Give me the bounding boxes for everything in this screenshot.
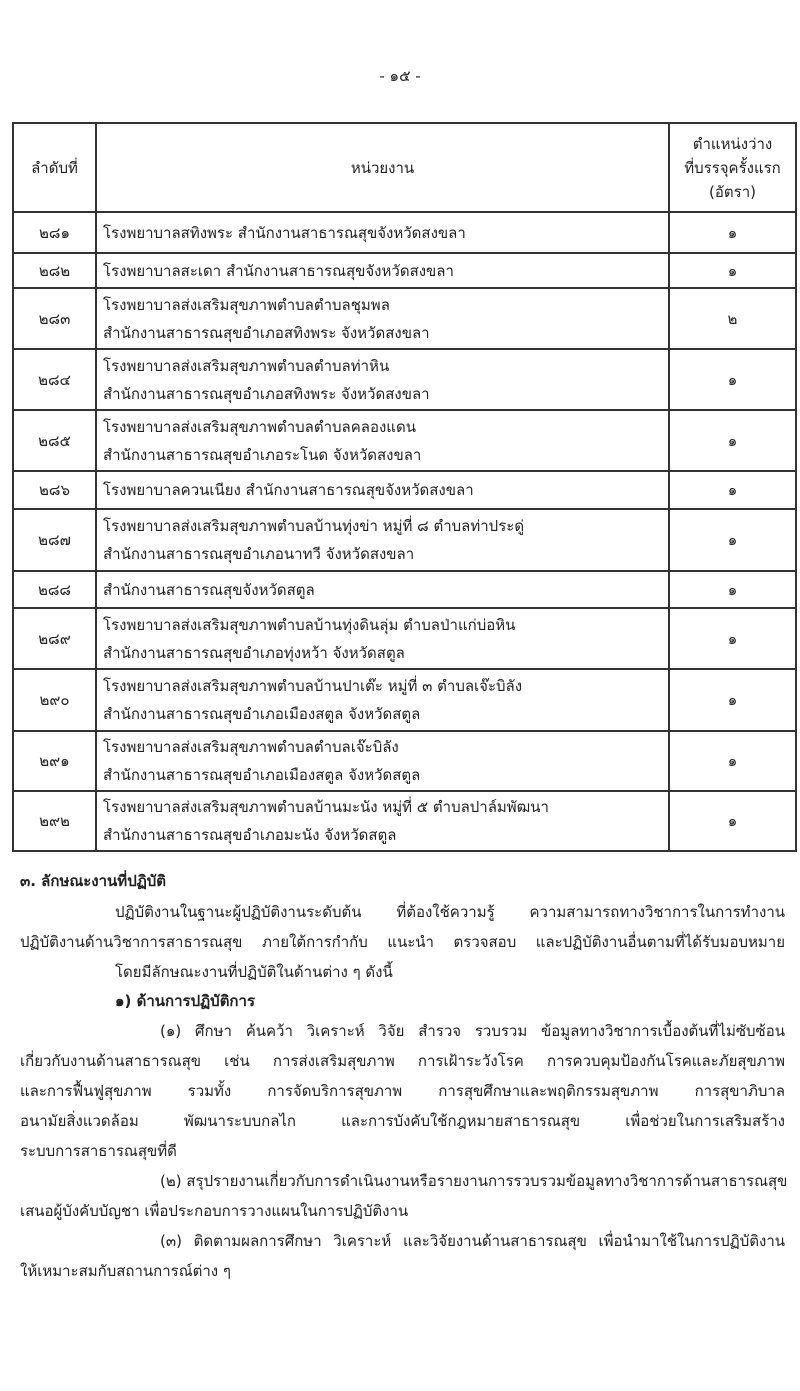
table-row xyxy=(13,288,796,349)
row-unit xyxy=(96,471,669,509)
unit-line: สำนักงานสาธารณสุขอำเภอสทิงพระ จังหวัดสงขลา xyxy=(103,384,430,403)
header-count-line: ตำแหน่งว่าง xyxy=(692,134,773,153)
row-unit xyxy=(96,608,669,669)
row-unit xyxy=(96,288,669,349)
row-count: ๒ xyxy=(669,288,796,349)
row-number: ๒๙๑ xyxy=(13,731,96,791)
row-unit xyxy=(96,212,669,253)
row-unit xyxy=(96,669,669,731)
header-no: ลำดับที่ xyxy=(13,123,96,212)
header-count-line: (อัตรา) xyxy=(709,182,756,201)
row-unit xyxy=(96,791,669,851)
paragraph-line: ระบบการสาธารณสุขที่ดี xyxy=(20,1142,177,1160)
unit-line: โรงพยาบาลสทิงพระ สำนักงานสาธารณสุขจังหวัดสงขลา xyxy=(103,223,466,242)
page-number: - ๑๕ - xyxy=(379,67,421,85)
unit-line: สำนักงานสาธารณสุขจังหวัดสตูล xyxy=(103,580,315,599)
unit-line: สำนักงานสาธารณสุขอำเภอนาทวี จังหวัดสงขลา xyxy=(103,545,415,563)
unit-line: โรงพยาบาลส่งเสริมสุขภาพตำบลบ้านทุ่งดินลุ่ม ตำบลป่าแก่บ่อหิน xyxy=(103,615,516,634)
row-count: ๑ xyxy=(669,669,796,731)
row-unit xyxy=(96,509,669,571)
unit-line: สำนักงานสาธารณสุขอำเภอสทิงพระ จังหวัดสงขลา xyxy=(103,323,430,342)
unit-line: โรงพยาบาลส่งเสริมสุขภาพตำบลตำบลเจ๊ะบิลัง xyxy=(103,738,399,756)
paragraph-line: ให้เหมาะสมกับสถานการณ์ต่าง ๆ xyxy=(20,1262,231,1280)
paragraph-line: (๓) ติดตามผลการศึกษา วิเคราะห์ และวิจัยงานด้านสาธารณสุข เพื่อนำมาใช้ในการปฏิบัติงาน xyxy=(160,1232,785,1250)
row-number: ๒๘๒ xyxy=(13,253,96,288)
unit-line: โรงพยาบาลส่งเสริมสุขภาพตำบลตำบลชุมพล xyxy=(103,295,390,314)
row-count: ๑ xyxy=(669,253,796,288)
table-row xyxy=(13,731,796,791)
row-count: ๑ xyxy=(669,608,796,669)
unit-line: โรงพยาบาลส่งเสริมสุขภาพตำบลตำบลท่าหิน xyxy=(103,356,390,375)
row-unit xyxy=(96,410,669,471)
table-row xyxy=(13,791,796,851)
section-heading: ๓. ลักษณะงานที่ปฏิบัติ xyxy=(20,872,167,890)
row-number: ๒๘๗ xyxy=(13,509,96,571)
subsection-heading: ๑) ด้านการปฏิบัติการ xyxy=(115,992,255,1010)
vacancy-table xyxy=(12,122,797,852)
unit-line: สำนักงานสาธารณสุขอำเภอเมืองสตูล จังหวัดสตูล xyxy=(103,705,421,723)
unit-line: สำนักงานสาธารณสุขอำเภอเมืองสตูล จังหวัดสตูล xyxy=(103,766,421,784)
table-row xyxy=(13,253,796,288)
paragraph-line: ปฏิบัติงานด้านวิชาการสาธารณสุข ภายใต้การกำกับ แนะนำ ตรวจสอบ และปฏิบัติงานอื่นตามที่ได้รับมอบหมาย xyxy=(20,933,785,951)
row-count: ๑ xyxy=(669,509,796,571)
row-unit xyxy=(96,349,669,410)
row-number: ๒๘๔ xyxy=(13,349,96,410)
table-row xyxy=(13,608,796,669)
row-count: ๑ xyxy=(669,731,796,791)
paragraph-line: (๑) ศึกษา ค้นคว้า วิเคราะห์ วิจัย สำรวจ รวบรวม ข้อมูลทางวิชาการเบื้องต้นที่ไม่ซับซ้อน xyxy=(160,1022,785,1040)
unit-line: สำนักงานสาธารณสุขอำเภอทุ่งหว้า จังหวัดสตูล xyxy=(103,643,405,662)
unit-line: โรงพยาบาลควนเนียง สำนักงานสาธารณสุขจังหวัดสงขลา xyxy=(103,481,474,499)
table-row xyxy=(13,571,796,608)
paragraph-line: เสนอผู้บังคับบัญชา เพื่อประกอบการวางแผนในการปฏิบัติงาน xyxy=(20,1202,409,1220)
row-unit xyxy=(96,731,669,791)
row-unit xyxy=(96,571,669,608)
paragraph-line: ปฏิบัติงานในฐานะผู้ปฏิบัติงานระดับต้น ที่ต้องใช้ความรู้ ความสามารถทางวิชาการในการทำงาน xyxy=(115,903,785,921)
table-row xyxy=(13,410,796,471)
row-count: ๑ xyxy=(669,571,796,608)
paragraph-line: และการฟื้นฟูสุขภาพ รวมทั้ง การจัดบริการสุขภาพ การสุขศึกษาและพฤติกรรมสุขภาพ การสุขาภิบาล xyxy=(20,1082,785,1100)
row-number: ๒๘๕ xyxy=(13,410,96,471)
paragraph-line: โดยมีลักษณะงานที่ปฏิบัติในด้านต่าง ๆ ดังนี้ xyxy=(115,963,393,981)
paragraph-line: เกี่ยวกับงานด้านสาธารณสุข เช่น การส่งเสริมสุขภาพ การเฝ้าระวังโรค การควบคุมป้องกันโรคและภัยสุขภาพ xyxy=(20,1052,785,1070)
table-row xyxy=(13,349,796,410)
row-count: ๑ xyxy=(669,471,796,509)
table-row xyxy=(13,212,796,253)
table-header-row xyxy=(13,123,796,212)
row-number: ๒๙๐ xyxy=(13,669,96,731)
paragraph-line: (๒) สรุปรายงานเกี่ยวกับการดำเนินงานหรือรายงานการรวบรวมข้อมูลทางวิชาการด้านสาธารณสุข xyxy=(160,1172,788,1190)
header-count-line: ที่บรรจุครั้งแรก xyxy=(684,158,781,177)
unit-line: โรงพยาบาลสะเดา สำนักงานสาธารณสุขจังหวัดสงขลา xyxy=(103,261,454,280)
row-number: ๒๘๓ xyxy=(13,288,96,349)
unit-line: สำนักงานสาธารณสุขอำเภอมะนัง จังหวัดสตูล xyxy=(103,826,397,844)
row-count: ๑ xyxy=(669,212,796,253)
row-number: ๒๘๑ xyxy=(13,212,96,253)
unit-line: โรงพยาบาลส่งเสริมสุขภาพตำบลบ้านปาเต๊ะ หมู่ที่ ๓ ตำบลเจ๊ะบิลัง xyxy=(103,677,523,695)
unit-line: สำนักงานสาธารณสุขอำเภอระโนด จังหวัดสงขลา xyxy=(103,445,422,464)
row-unit xyxy=(96,253,669,288)
row-number: ๒๘๘ xyxy=(13,571,96,608)
unit-line: โรงพยาบาลส่งเสริมสุขภาพตำบลตำบลคลองแดน xyxy=(103,417,416,436)
row-number: ๒๘๙ xyxy=(13,608,96,669)
unit-line: โรงพยาบาลส่งเสริมสุขภาพตำบลบ้านมะนัง หมู่ที่ ๕ ตำบลปาล์มพัฒนา xyxy=(103,798,549,816)
row-count: ๑ xyxy=(669,410,796,471)
table-row xyxy=(13,509,796,571)
row-count: ๑ xyxy=(669,349,796,410)
row-number: ๒๘๖ xyxy=(13,471,96,509)
table-row xyxy=(13,669,796,731)
row-count: ๑ xyxy=(669,791,796,851)
unit-line: โรงพยาบาลส่งเสริมสุขภาพตำบลบ้านทุ่งข่า หมู่ที่ ๘ ตำบลท่าประดู่ xyxy=(103,517,525,535)
header-unit: หน่วยงาน xyxy=(96,123,669,212)
paragraph-line: อนามัยสิ่งแวดล้อม พัฒนาระบบกลไก และการบังคับใช้กฎหมายสาธารณสุข เพื่อช่วยในการเสริมสร้าง xyxy=(20,1112,785,1130)
header-count xyxy=(669,123,796,212)
table-row xyxy=(13,471,796,509)
row-number: ๒๙๒ xyxy=(13,791,96,851)
